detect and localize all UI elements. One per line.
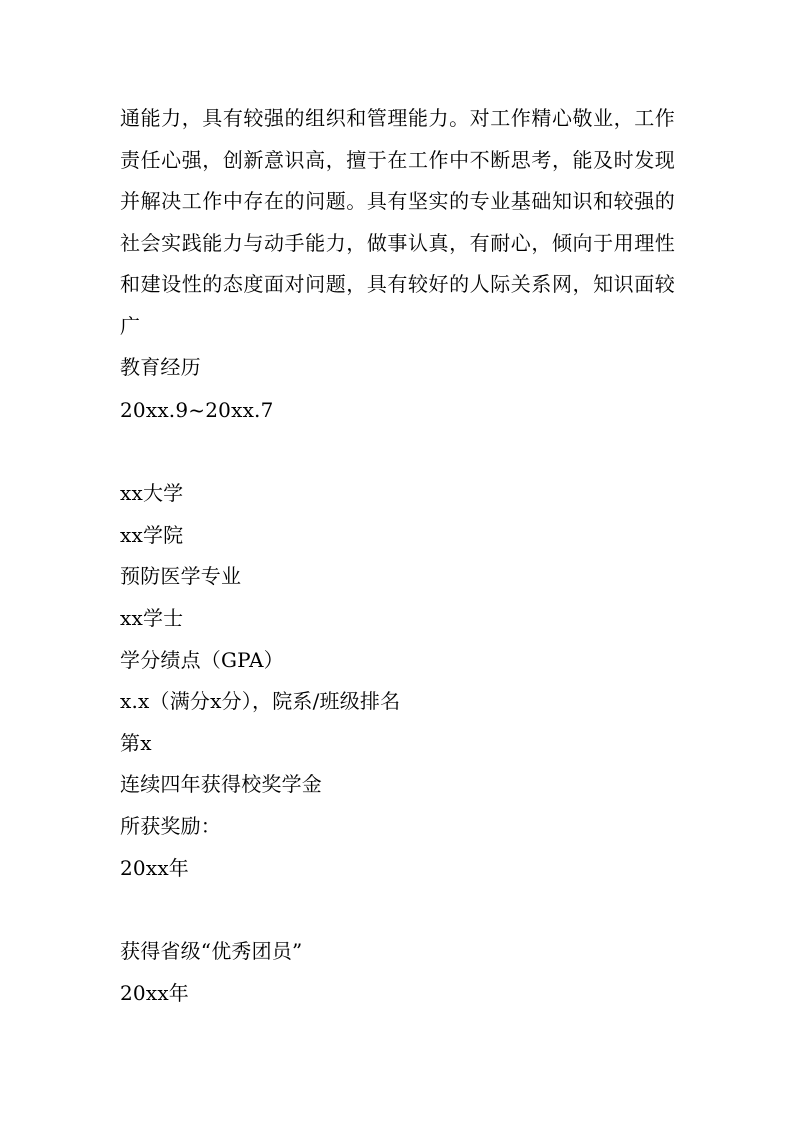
self-evaluation-paragraph: 通能力，具有较强的组织和管理能力。对工作精心敬业，工作责任心强，创新意识高，擅于在工作中不断思考，能及时发现并解决工作中存在的问题。具有坚实的专业基础知识和较强的社会实践能力与动手能力，做事认真，有耐心，倾向于用理性和建设性的态度面对问题，具有较好的人际关系网，知识面较广: [120, 106, 675, 338]
scholarship: 连续四年获得校奖学金: [120, 772, 322, 796]
award-year: 20xx年: [120, 856, 190, 880]
award-item: 获得省级“优秀团员”: [120, 939, 303, 963]
gpa-value: x.x（满分x分），院系/班级排名: [120, 689, 401, 713]
education-period: 20xx.9~20xx.7: [120, 398, 274, 422]
university-name: xx大学: [120, 481, 184, 505]
major-name: 预防医学专业: [120, 564, 242, 588]
awards-heading: 所获奖励：: [120, 814, 221, 838]
award-year: 20xx年: [120, 981, 190, 1005]
education-heading: 教育经历: [120, 355, 201, 379]
gpa-label: 学分绩点（GPA）: [120, 648, 284, 672]
class-rank: 第x: [120, 731, 152, 755]
degree: xx学士: [120, 606, 184, 630]
college-name: xx学院: [120, 523, 184, 547]
